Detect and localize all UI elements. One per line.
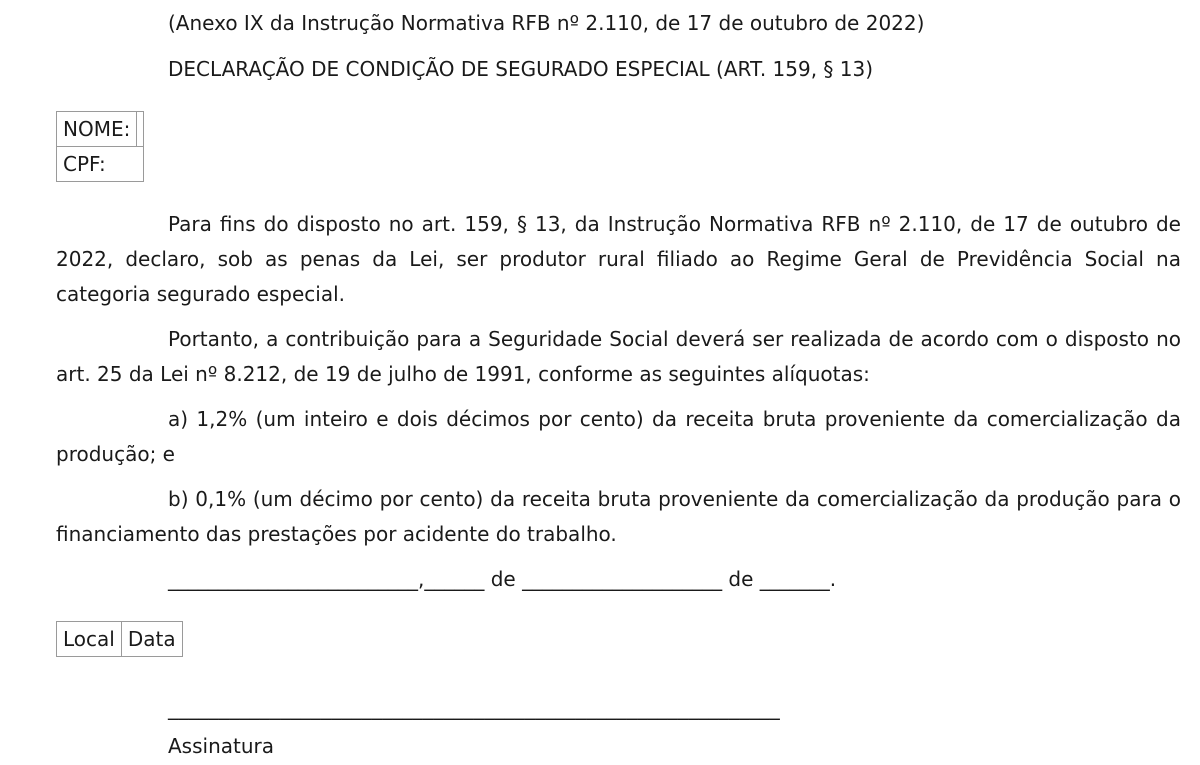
name-value-cell [137, 112, 144, 147]
rate-item-a: a) 1,2% (um inteiro e dois décimos por cento) da receita bruta proveniente da comercialização da produção; e [56, 407, 1181, 466]
identification-table [56, 111, 144, 182]
signature-label: Assinatura [168, 734, 275, 758]
place-date-row [57, 622, 183, 657]
declaration-paragraph: Para fins do disposto no art. 159, § 13, da Instrução Normativa RFB nº 2.110, de 17 de outubro de 2022, declaro, sob as penas da Lei, ser produtor rural filiado ao Regime Geral de Previdência Social na categoria segurado especial. [56, 212, 1181, 306]
contribution-paragraph: Portanto, a contribuição para a Seguridade Social deverá ser realizada de acordo com o disposto no art. 25 da Lei nº 8.212, de 19 de julho de 1991, conforme as seguintes alíquotas: [56, 327, 1181, 386]
name-label: NOME: [57, 112, 137, 147]
date-label: Data [121, 622, 182, 657]
cpf-row [57, 147, 144, 182]
cpf-label: CPF: [57, 147, 144, 182]
signature-line: ____________________________________________________________ [168, 696, 780, 720]
rate-item-b: b) 0,1% (um décimo por cento) da receita bruta proveniente da comercialização da produção para o financiamento das prestações por acidente do trabalho. [56, 487, 1181, 546]
place-date-table [56, 621, 183, 657]
name-row [57, 112, 144, 147]
local-label: Local [57, 622, 122, 657]
document-title: DECLARAÇÃO DE CONDIÇÃO DE SEGURADO ESPECIAL (ART. 159, § 13) [168, 57, 874, 81]
place-date-line: _________________________,______ de ____________________ de _______. [168, 567, 837, 591]
annex-reference: (Anexo IX da Instrução Normativa RFB nº 2.110, de 17 de outubro de 2022) [168, 11, 925, 35]
